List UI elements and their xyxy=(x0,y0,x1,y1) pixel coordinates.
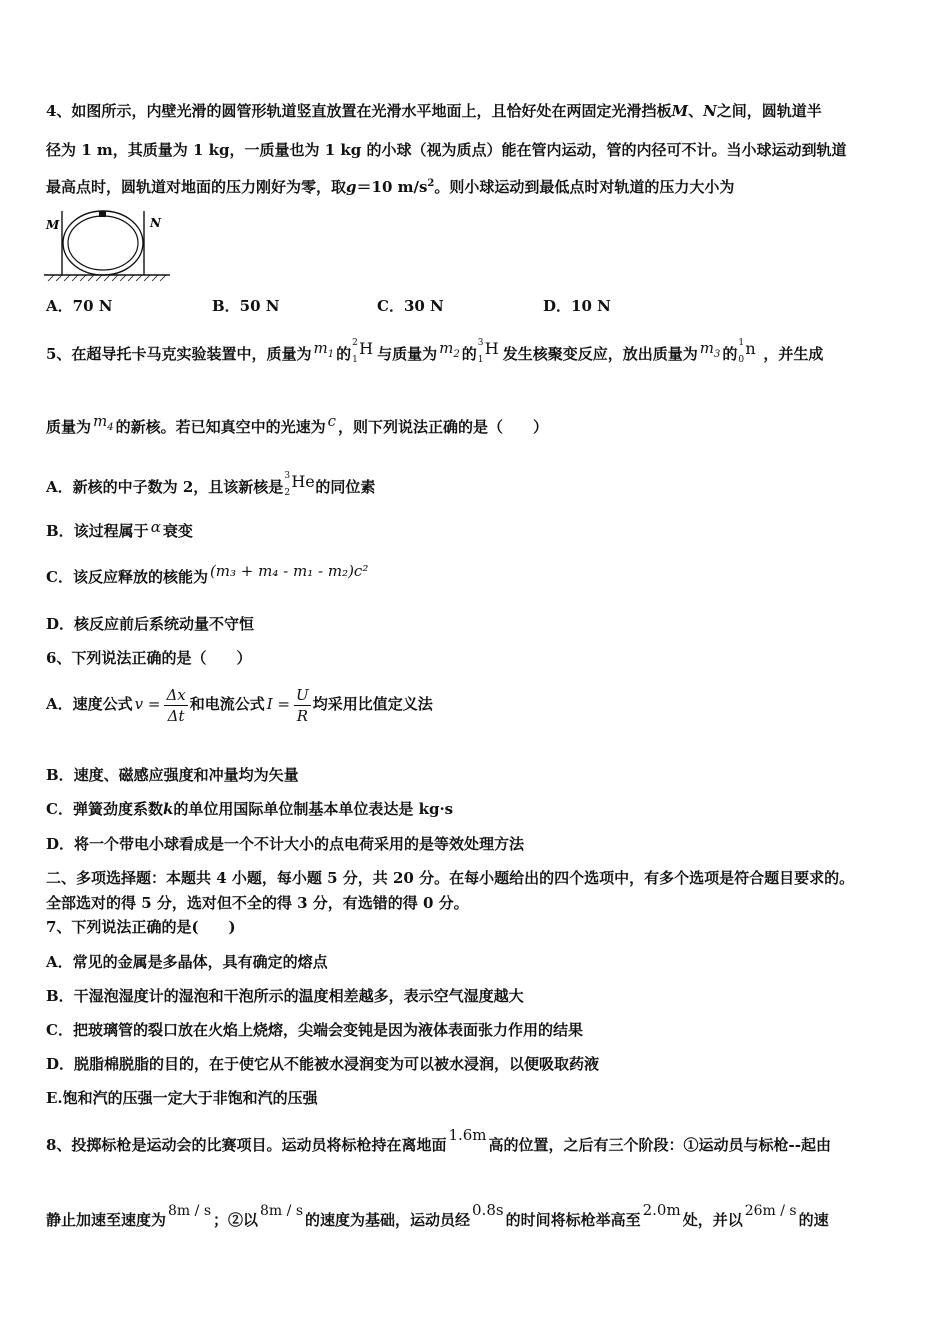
q8-line1: 8、投掷标枪是运动会的比赛项目。运动员将标枪持在离地面1.6m高的位置，之后有三个阶段：①运动员与标枪--起由 xyxy=(46,1126,832,1154)
q7-option-b[interactable]: B．干湿泡湿度计的湿泡和干泡所示的温度相差越多，表示空气湿度越大 xyxy=(46,987,524,1005)
q8-line2: 静止加速至速度为 8m / s ；②以 8m / s 的速度为基础，运动员经0.8s的时间将标枪举高至2.0m处，并以 26m / s 的速 xyxy=(46,1201,829,1229)
section2-line1: 二、多项选择题：本题共 4 小题，每小题 5 分，共 20 分。在每小题给出的四个选项中，有多个选项是符合题目要求的。 xyxy=(46,869,855,887)
isotope-h3: 3 1 H xyxy=(477,338,499,365)
q5-line1: 5、在超导托卡马克实验装置中，质量为 $m_1$ 的 2 1 H 与质量为 $m_2$ 的 3 1 H 发生核聚变反应，放出质量为 $m_3$ 的 1 0 n ，并生成 xyxy=(46,338,824,365)
q4-line1: 4、如图所示，内壁光滑的圆管形轨道竖直放置在光滑水平地面上，且恰好处在两固定光滑挡板M、N之间，圆轨道半 xyxy=(46,102,822,120)
current-fraction: $\frac{U}{R}$ xyxy=(296,685,309,725)
fig-label-n: N xyxy=(150,216,161,230)
q5-option-d[interactable]: D．核反应前后系统动量不守恒 xyxy=(46,615,255,633)
q6-option-a[interactable]: A．速度公式 v = $\frac{\Delta x}{\Delta t}$ 和电流公式 I = $\frac{U}{R}$ 均采用比值定义法 xyxy=(46,685,433,725)
q7-option-d[interactable]: D．脱脂棉脱脂的目的，在于使它从不能被水浸润变为可以被水浸润，以便吸取药液 xyxy=(46,1055,600,1073)
energy-expression: (m₃ + m₄ - m₁ - m₂)c² xyxy=(209,562,369,580)
q4-option-d[interactable]: D．10 N xyxy=(543,297,611,315)
q4-option-c[interactable]: C．30 N xyxy=(377,297,444,315)
q6-option-c[interactable]: C．弹簧劲度系数k的单位用国际单位制基本单位表达是 kg·s xyxy=(46,800,454,818)
q6-option-d[interactable]: D．将一个带电小球看成是一个不计大小的点电荷采用的是等效处理方法 xyxy=(46,835,525,853)
q4-option-b[interactable]: B．50 N xyxy=(212,297,280,315)
section2-line2: 全部选对的得 5 分，选对但不全的得 3 分，有选错的得 0 分。 xyxy=(46,894,469,912)
q7-stem: 7、下列说法正确的是( ) xyxy=(46,918,236,936)
q4-line2: 径为 1 m，其质量为 1 kg，一质量也为 1 kg 的小球（视为质点）能在管内运动，管的内径可不计。当小球运动到轨道 xyxy=(46,141,847,159)
q7-option-c[interactable]: C．把玻璃管的裂口放在火焰上烧熔，尖端会变钝是因为液体表面张力作用的结果 xyxy=(46,1021,583,1039)
q4-line3: 最高点时，圆轨道对地面的压力刚好为零，取g＝10 $m/s^2$。则小球运动到最低点时对轨道的压力大小为 xyxy=(46,178,735,196)
q6-option-b[interactable]: B．速度、磁感应强度和冲量均为矢量 xyxy=(46,766,299,784)
velocity-fraction: $\frac{\Delta x}{\Delta t}$ xyxy=(166,685,186,725)
q5-option-b[interactable]: B．该过程属于 α 衰变 xyxy=(46,518,193,540)
q7-option-e[interactable]: E.饱和汽的压强一定大于非饱和汽的压强 xyxy=(46,1089,318,1107)
q5-option-a[interactable]: A．新核的中子数为 2，且该新核是 3 2 He 的同位素 xyxy=(46,471,376,498)
isotope-h2: 2 1 H xyxy=(352,338,374,365)
q4-option-a[interactable]: A．70 N xyxy=(46,297,113,315)
isotope-he3: 3 2 He xyxy=(284,471,315,498)
q5-option-c[interactable]: C．该反应释放的核能为 (m₃ + m₄ - m₁ - m₂)c² xyxy=(46,562,369,586)
q5-line2: 质量为 $m_4$ 的新核。若已知真空中的光速为 c ，则下列说法正确的是（ ） xyxy=(46,412,549,436)
fig-label-m: M xyxy=(46,218,60,232)
q7-option-a[interactable]: A．常见的金属是多晶体，具有确定的熔点 xyxy=(46,953,328,971)
q6-stem: 6、下列说法正确的是（ ） xyxy=(46,649,252,667)
isotope-neutron: 1 0 n xyxy=(738,338,756,365)
q4-figure xyxy=(44,205,172,283)
